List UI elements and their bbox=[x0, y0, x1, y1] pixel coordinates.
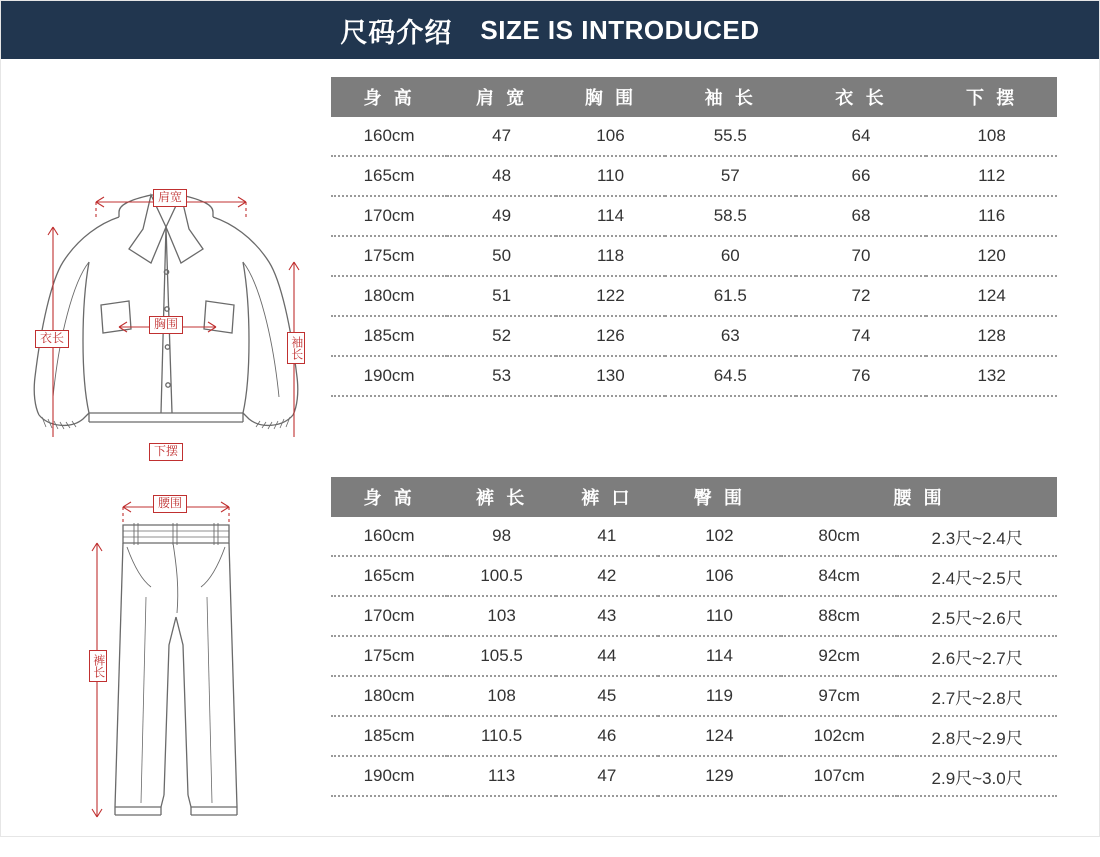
jacket-figure bbox=[1, 77, 331, 458]
cell-sleeve: 63 bbox=[665, 316, 796, 356]
cell-length: 64 bbox=[796, 117, 927, 156]
cell-chest: 126 bbox=[556, 316, 665, 356]
cell-pant-opening: 42 bbox=[556, 556, 658, 596]
jacket-table-header-row bbox=[331, 77, 1057, 117]
cell-height: 170cm bbox=[331, 596, 447, 636]
cell-waist-cm: 102cm bbox=[781, 716, 897, 756]
cell-hip: 119 bbox=[658, 676, 781, 716]
jacket-th-length: 衣 长 bbox=[796, 77, 927, 117]
cell-chest: 106 bbox=[556, 117, 665, 156]
cell-pant-length: 113 bbox=[447, 756, 556, 796]
label-pants-length: 裤长 bbox=[89, 650, 107, 682]
cell-hip: 114 bbox=[658, 636, 781, 676]
cell-waist-cm: 88cm bbox=[781, 596, 897, 636]
cell-waist-cm: 107cm bbox=[781, 756, 897, 796]
table-row bbox=[331, 316, 1057, 356]
cell-waist-cm: 84cm bbox=[781, 556, 897, 596]
cell-shoulder: 52 bbox=[447, 316, 556, 356]
cell-hem: 128 bbox=[926, 316, 1057, 356]
cell-hip: 129 bbox=[658, 756, 781, 796]
cell-sleeve: 55.5 bbox=[665, 117, 796, 156]
cell-sleeve: 61.5 bbox=[665, 276, 796, 316]
jacket-th-hem: 下 摆 bbox=[926, 77, 1057, 117]
jacket-diagram bbox=[1, 77, 331, 458]
cell-height: 170cm bbox=[331, 196, 447, 236]
cell-pant-length: 108 bbox=[447, 676, 556, 716]
cell-pant-opening: 43 bbox=[556, 596, 658, 636]
table-row bbox=[331, 636, 1057, 676]
cell-height: 185cm bbox=[331, 316, 447, 356]
cell-length: 72 bbox=[796, 276, 927, 316]
cell-sleeve: 58.5 bbox=[665, 196, 796, 236]
cell-chest: 122 bbox=[556, 276, 665, 316]
pants-section bbox=[1, 467, 1099, 857]
cell-shoulder: 50 bbox=[447, 236, 556, 276]
cell-sleeve: 64.5 bbox=[665, 356, 796, 396]
cell-height: 180cm bbox=[331, 676, 447, 716]
pants-th-hip: 臀 围 bbox=[658, 477, 781, 517]
cell-waist-cm: 97cm bbox=[781, 676, 897, 716]
cell-hem: 124 bbox=[926, 276, 1057, 316]
cell-hem: 112 bbox=[926, 156, 1057, 196]
cell-waist-cm: 92cm bbox=[781, 636, 897, 676]
label-sleeve-length: 袖长 bbox=[287, 332, 305, 364]
table-row bbox=[331, 517, 1057, 556]
cell-hip: 102 bbox=[658, 517, 781, 556]
cell-hip: 110 bbox=[658, 596, 781, 636]
cell-length: 70 bbox=[796, 236, 927, 276]
cell-pant-length: 98 bbox=[447, 517, 556, 556]
cell-sleeve: 60 bbox=[665, 236, 796, 276]
label-hem: 下摆 bbox=[149, 443, 183, 461]
jacket-th-chest: 胸 围 bbox=[556, 77, 665, 117]
cell-hem: 120 bbox=[926, 236, 1057, 276]
cell-height: 165cm bbox=[331, 156, 447, 196]
table-row bbox=[331, 196, 1057, 236]
cell-waist-chi: 2.9尺~3.0尺 bbox=[897, 756, 1057, 796]
label-shoulder-width: 肩宽 bbox=[153, 189, 187, 207]
cell-shoulder: 51 bbox=[447, 276, 556, 316]
cell-hem: 108 bbox=[926, 117, 1057, 156]
jacket-th-height: 身 高 bbox=[331, 77, 447, 117]
cell-height: 180cm bbox=[331, 276, 447, 316]
table-row bbox=[331, 756, 1057, 796]
cell-shoulder: 53 bbox=[447, 356, 556, 396]
cell-pant-opening: 46 bbox=[556, 716, 658, 756]
cell-hem: 132 bbox=[926, 356, 1057, 396]
cell-height: 165cm bbox=[331, 556, 447, 596]
pants-diagram bbox=[1, 477, 331, 842]
cell-waist-chi: 2.6尺~2.7尺 bbox=[897, 636, 1057, 676]
page-header bbox=[1, 1, 1099, 59]
page-title-cn: 尺码介绍 bbox=[340, 17, 453, 49]
cell-chest: 114 bbox=[556, 196, 665, 236]
cell-waist-chi: 2.4尺~2.5尺 bbox=[897, 556, 1057, 596]
cell-shoulder: 47 bbox=[447, 117, 556, 156]
cell-shoulder: 49 bbox=[447, 196, 556, 236]
cell-pant-length: 105.5 bbox=[447, 636, 556, 676]
label-chest: 胸围 bbox=[149, 316, 183, 334]
table-row bbox=[331, 356, 1057, 396]
cell-length: 66 bbox=[796, 156, 927, 196]
cell-waist-chi: 2.3尺~2.4尺 bbox=[897, 517, 1057, 556]
cell-pant-opening: 45 bbox=[556, 676, 658, 716]
page-title-en: SIZE IS INTRODUCED bbox=[480, 14, 760, 45]
cell-waist-cm: 80cm bbox=[781, 517, 897, 556]
pants-th-pant-length: 裤 长 bbox=[447, 477, 556, 517]
table-row bbox=[331, 676, 1057, 716]
cell-height: 190cm bbox=[331, 356, 447, 396]
cell-hip: 124 bbox=[658, 716, 781, 756]
jacket-table-col bbox=[331, 77, 1099, 397]
cell-height: 190cm bbox=[331, 756, 447, 796]
table-row bbox=[331, 156, 1057, 196]
table-row bbox=[331, 716, 1057, 756]
pants-th-height: 身 高 bbox=[331, 477, 447, 517]
cell-height: 185cm bbox=[331, 716, 447, 756]
jacket-size-table bbox=[331, 77, 1057, 397]
cell-height: 175cm bbox=[331, 236, 447, 276]
table-row bbox=[331, 236, 1057, 276]
cell-height: 160cm bbox=[331, 517, 447, 556]
cell-length: 76 bbox=[796, 356, 927, 396]
jacket-drawing-svg bbox=[1, 77, 331, 437]
cell-pant-opening: 41 bbox=[556, 517, 658, 556]
cell-pant-length: 110.5 bbox=[447, 716, 556, 756]
cell-chest: 130 bbox=[556, 356, 665, 396]
cell-hip: 106 bbox=[658, 556, 781, 596]
table-row bbox=[331, 556, 1057, 596]
cell-height: 175cm bbox=[331, 636, 447, 676]
pants-drawing-svg bbox=[1, 477, 331, 837]
cell-hem: 116 bbox=[926, 196, 1057, 236]
jacket-th-sleeve: 袖 长 bbox=[665, 77, 796, 117]
table-row bbox=[331, 117, 1057, 156]
label-garment-length: 衣长 bbox=[35, 330, 69, 348]
cell-waist-chi: 2.5尺~2.6尺 bbox=[897, 596, 1057, 636]
jacket-th-shoulder: 肩 宽 bbox=[447, 77, 556, 117]
pants-size-table bbox=[331, 477, 1057, 797]
pants-th-waist: 腰 围 bbox=[781, 477, 1057, 517]
cell-chest: 118 bbox=[556, 236, 665, 276]
cell-length: 74 bbox=[796, 316, 927, 356]
cell-pant-length: 103 bbox=[447, 596, 556, 636]
cell-length: 68 bbox=[796, 196, 927, 236]
cell-pant-length: 100.5 bbox=[447, 556, 556, 596]
label-waist: 腰围 bbox=[153, 495, 187, 513]
cell-waist-chi: 2.8尺~2.9尺 bbox=[897, 716, 1057, 756]
cell-chest: 110 bbox=[556, 156, 665, 196]
cell-sleeve: 57 bbox=[665, 156, 796, 196]
cell-pant-opening: 47 bbox=[556, 756, 658, 796]
cell-height: 160cm bbox=[331, 117, 447, 156]
cell-waist-chi: 2.7尺~2.8尺 bbox=[897, 676, 1057, 716]
cell-shoulder: 48 bbox=[447, 156, 556, 196]
jacket-section bbox=[1, 59, 1099, 467]
table-row bbox=[331, 276, 1057, 316]
cell-pant-opening: 44 bbox=[556, 636, 658, 676]
pants-figure bbox=[1, 477, 331, 842]
pants-th-pant-opening: 裤 口 bbox=[556, 477, 658, 517]
table-row bbox=[331, 596, 1057, 636]
pants-table-col bbox=[331, 477, 1099, 797]
pants-table-header-row bbox=[331, 477, 1057, 517]
